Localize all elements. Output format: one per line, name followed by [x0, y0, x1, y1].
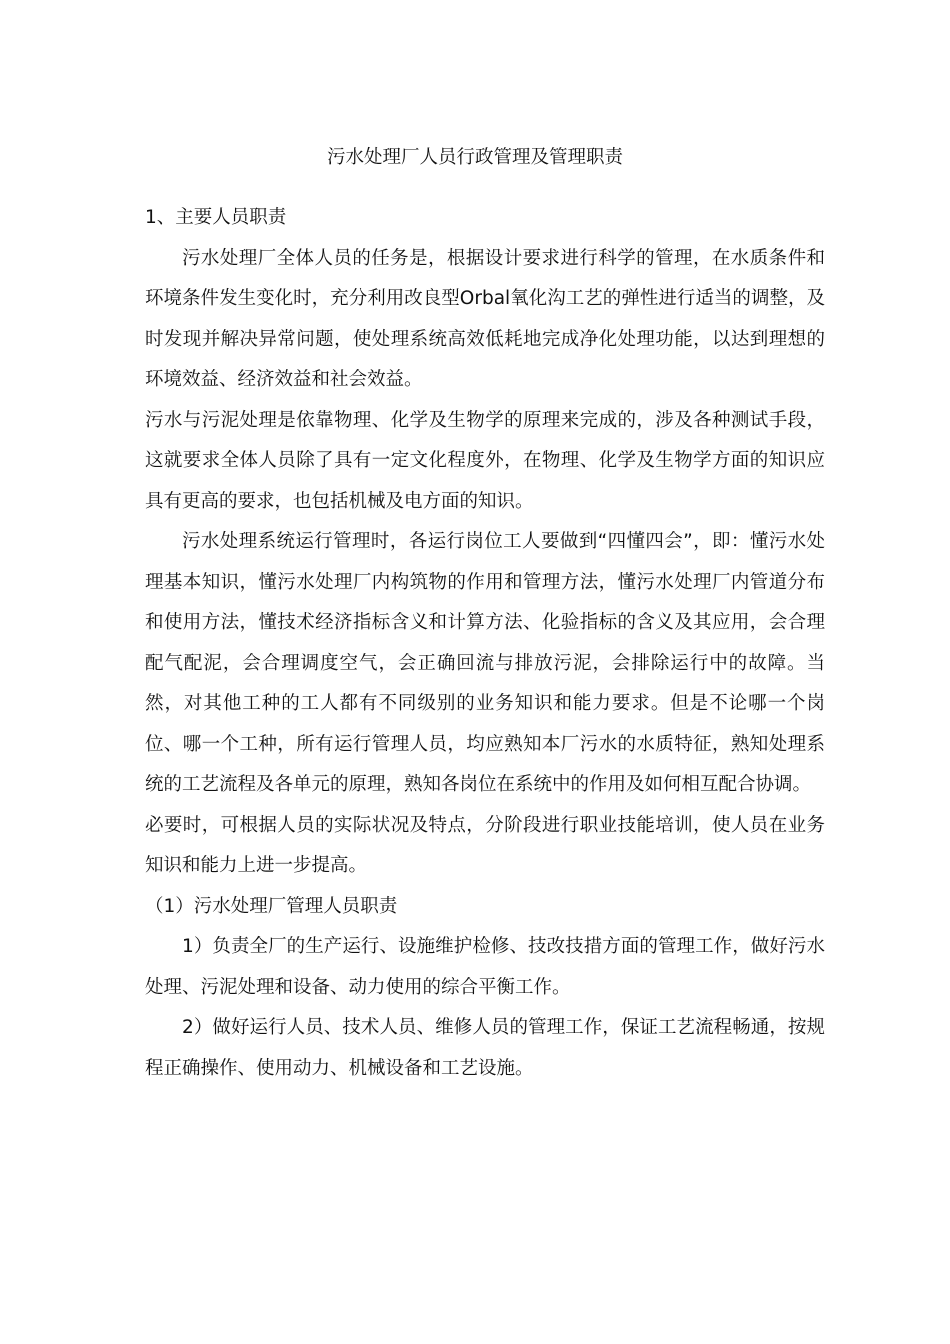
paragraph-training: 必要时，可根据人员的实际状况及特点，分阶段进行职业技能培训，使人员在业务知识和能力上进一步提高。	[145, 814, 825, 876]
section-heading-management-duties: （1）污水处理厂管理人员职责	[145, 895, 398, 917]
document-body	[145, 198, 825, 1089]
section-heading-main-duties: 1、主要人员职责	[145, 207, 287, 228]
paragraph-knowledge-requirements: 污水与污泥处理是依靠物理、化学及生物学的原理来完成的，涉及各种测试手段，这就要求全体人员除了具有一定文化程度外，在物理、化学及生物学方面的知识应具有更高的要求，也包括机械及电方面的知识。	[145, 409, 825, 512]
document-title: 污水处理厂人员行政管理及管理职责	[326, 147, 623, 168]
paragraph-four-understand-four-can: 污水处理系统运行管理时，各运行岗位工人要做到“四懂四会”，即：懂污水处理基本知识，懂污水处理厂内构筑物的作用和管理方法，懂污水处理厂内管道分布和使用方法，懂技术经济指标含义和计算方法、化验指标的含义及其应用，会合理配气配泥，会合理调度空气，会正确回流与排放污泥，会排除运行中的故障。当然，对其他工种的工人都有不同级别的业务知识和能力要求。但是不论哪一个岗位、哪一个工种，所有运行管理人员，均应熟知本厂污水的水质特征，熟知处理系统的工艺流程及各单元的原理，熟知各岗位在系统中的作用及如何相互配合协调。	[145, 531, 825, 795]
paragraph-duty-2: 2）做好运行人员、技术人员、维修人员的管理工作，保证工艺流程畅通，按规程正确操作、使用动力、机械设备和工艺设施。	[145, 1017, 825, 1079]
paragraph-duty-1: 1）负责全厂的生产运行、设施维护检修、技改技措方面的管理工作，做好污水处理、污泥处理和设备、动力使用的综合平衡工作。	[145, 936, 825, 998]
paragraph-overall-tasks: 污水处理厂全体人员的任务是，根据设计要求进行科学的管理，在水质条件和环境条件发生变化时，充分利用改良型Orbal氧化沟工艺的弹性进行适当的调整，及时发现并解决异常问题，使处理系统高效低耗地完成净化处理功能，以达到理想的环境效益、经济效益和社会效益。	[145, 247, 825, 390]
